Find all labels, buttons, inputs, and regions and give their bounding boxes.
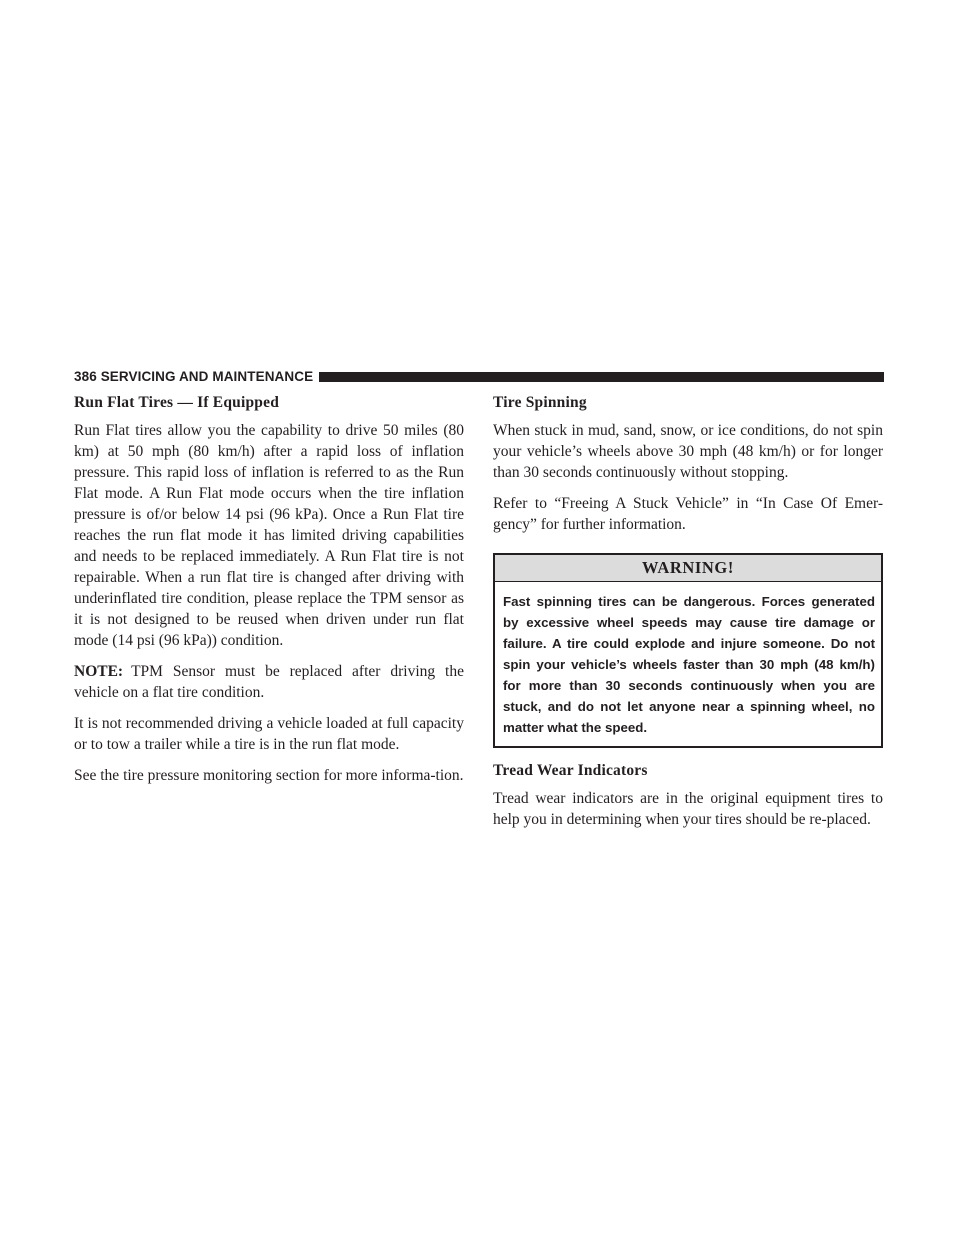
stuck-vehicle-reference: Refer to “Freeing A Stuck Vehicle” in “In Case Of Emer-gency” for further information.	[493, 495, 883, 533]
section-title: SERVICING AND MAINTENANCE	[100, 369, 314, 384]
tread-wear-heading: Tread Wear Indicators	[493, 762, 648, 779]
run-flat-heading: Run Flat Tires — If Equipped	[74, 394, 280, 411]
warning-box	[493, 553, 883, 748]
warning-title: WARNING!	[495, 555, 881, 582]
tire-spinning-paragraph: When stuck in mud, sand, snow, or ice conditions, do not spin your vehicle’s wheels above 30 mph (48 km/h) or for longer than 30 seconds continuously without stopping.	[493, 422, 883, 481]
right-column	[493, 392, 883, 840]
page-number: 386	[74, 369, 97, 384]
tread-wear-paragraph: Tread wear indicators are in the original equipment tires to help you in determining when your tires should be re-placed.	[493, 790, 883, 828]
header-bar	[312, 372, 884, 382]
left-column	[74, 392, 464, 796]
note-paragraph	[74, 661, 464, 703]
towing-paragraph: It is not recommended driving a vehicle loaded at full capacity or to tow a trailer while a tire is in the run flat mode.	[74, 715, 464, 753]
note-label: NOTE:	[74, 663, 124, 680]
tire-spinning-heading: Tire Spinning	[493, 394, 587, 411]
warning-body: Fast spinning tires can be dangerous. Forces generated by excessive wheel speeds may cause tire damage or failure. A tire could explode and injure someone. Do not spin your vehicle’s wheels faster than 30 mph (48 km/h) for more than 30 seconds continuously when you are stuck, and do not let anyone near a spinning wheel, no matter what the speed.	[503, 594, 875, 735]
run-flat-paragraph: Run Flat tires allow you the capability to drive 50 miles (80 km) at 50 mph (80 km/h) after a rapid loss of inflation pressure. This rapid loss of inflation is referred to as the Run Flat mode. A Run Flat mode occurs when the tire inflation pressure is of/or below 14 psi (96 kPa). Once a Run Flat tire reaches the run flat mode it has limited driving capabilities and needs to be replaced immediately. A Run Flat tire is not repairable. When a run flat tire is changed after driving with underinflated tire condition, please replace the TPM sensor as it is not designed to be reused when driven under run flat mode (14 psi (96 kPa)) condition.	[74, 422, 464, 649]
note-text: TPM Sensor must be replaced after driving the vehicle on a flat tire condition.	[74, 663, 464, 701]
tpm-reference-paragraph: See the tire pressure monitoring section for more informa-tion.	[74, 767, 464, 784]
header-text	[74, 369, 319, 385]
page-header	[74, 369, 884, 385]
